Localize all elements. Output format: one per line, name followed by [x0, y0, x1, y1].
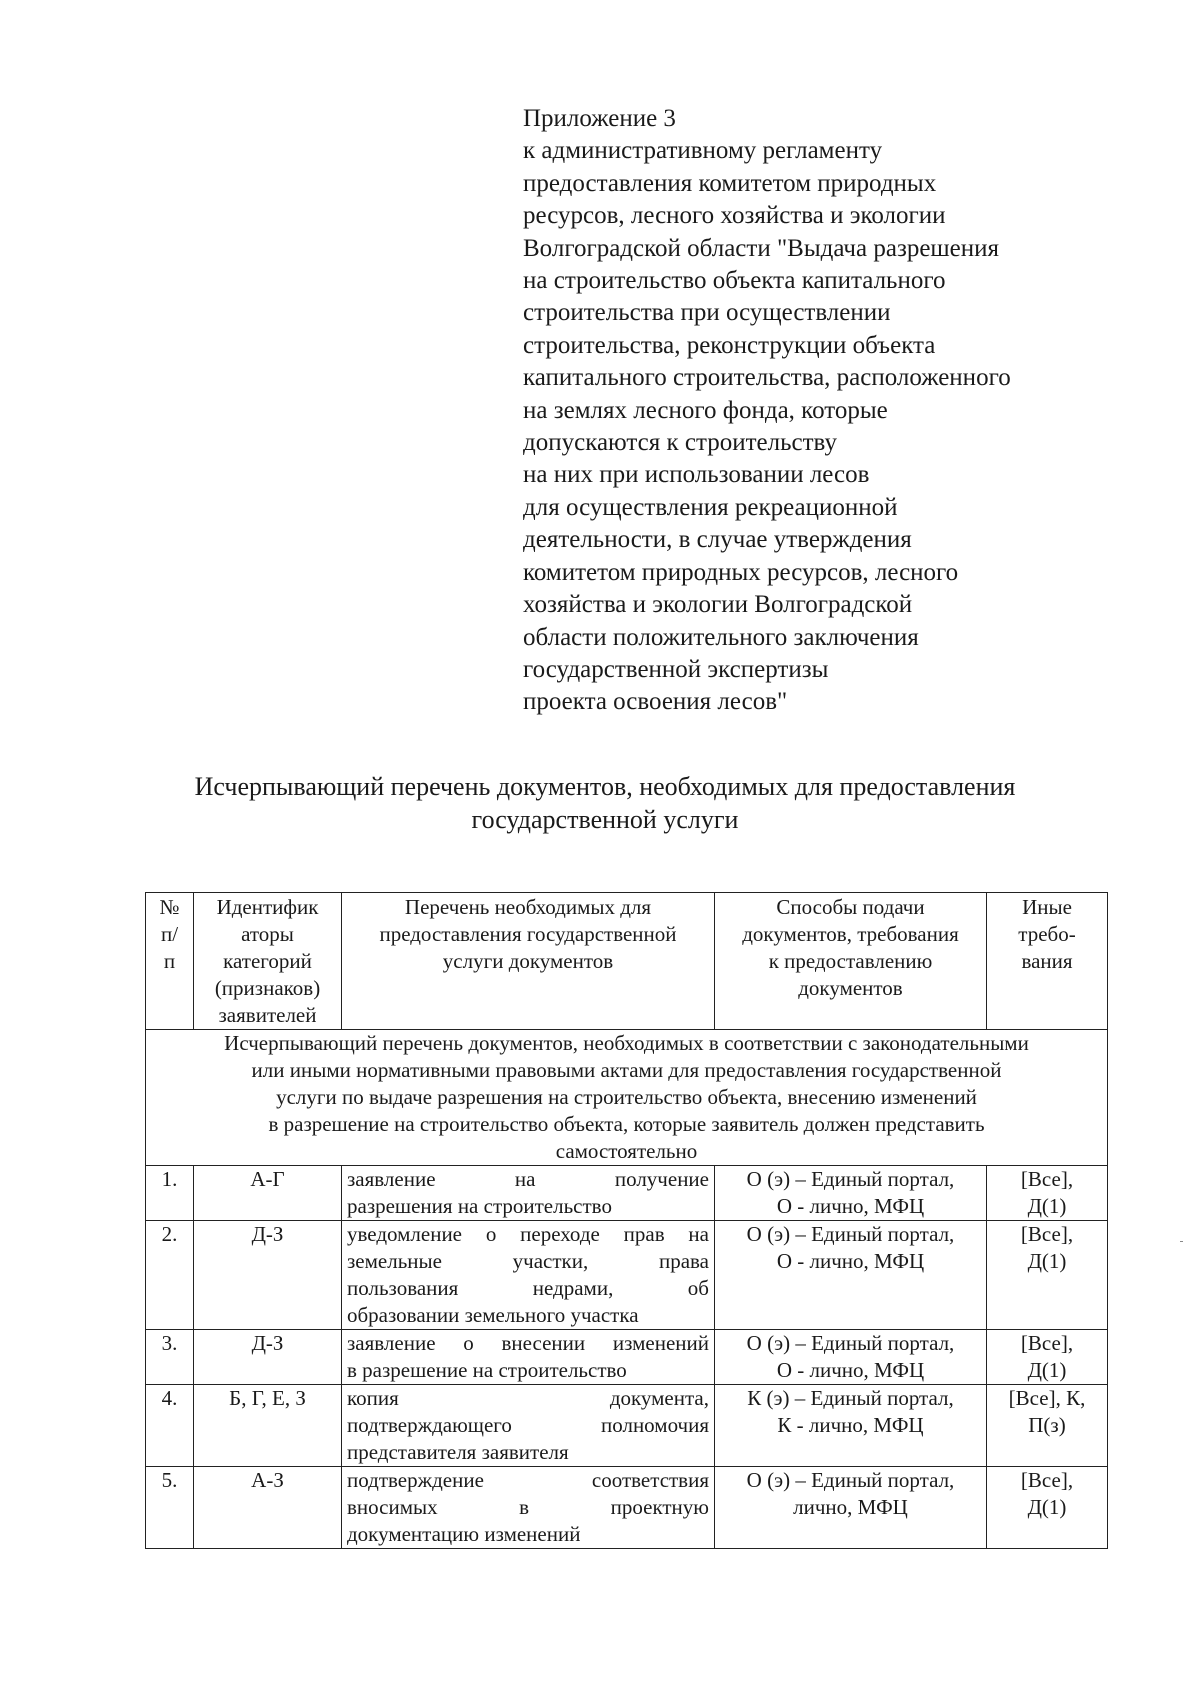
row-other-requirements-line: П(з) — [1028, 1413, 1066, 1437]
row-number: 3. — [146, 1330, 194, 1385]
header-other-requirements-line: Иные — [1022, 895, 1072, 919]
row-submission-method-line: О - лично, МФЦ — [776, 1358, 925, 1382]
row-document-line: разрешения на строительство — [347, 1194, 612, 1218]
row-number: 2. — [146, 1221, 194, 1330]
header-applicant-ids-line: (признаков) — [214, 976, 321, 1000]
row-document-line: в разрешение на строительство — [347, 1358, 627, 1382]
document-title-line-2: государственной услуги — [471, 805, 739, 834]
header-num-line: п — [163, 949, 176, 973]
row-document-line: уведомление о переходе прав на — [347, 1222, 709, 1246]
appendix-line: проекта освоения лесов" — [523, 688, 788, 716]
row-document — [342, 1166, 715, 1221]
row-applicant-ids: Д-З — [194, 1330, 342, 1385]
row-other-requirements — [987, 1166, 1108, 1221]
section-text-line: самостоятельно — [555, 1139, 698, 1163]
row-other-requirements-line: Д(1) — [1027, 1249, 1067, 1273]
row-other-requirements — [987, 1330, 1108, 1385]
scan-artifact — [1180, 1241, 1183, 1242]
table-row — [146, 1467, 1108, 1549]
appendix-header — [523, 103, 1011, 719]
header-other-requirements-line: вания — [1021, 949, 1073, 973]
appendix-line: на них при использовании лесов — [523, 461, 870, 489]
header-documents-line: предоставления государственной — [379, 922, 677, 946]
appendix-line: на строительство объекта капитального — [523, 267, 946, 295]
row-submission-method-line: О (э) – Единый портал, — [746, 1331, 955, 1355]
row-submission-method-line: К (э) – Единый портал, — [747, 1386, 954, 1410]
row-submission-method — [715, 1385, 987, 1467]
appendix-line: хозяйства и экологии Волгоградской — [523, 591, 913, 619]
row-other-requirements — [987, 1467, 1108, 1549]
header-documents-line: Перечень необходимых для — [404, 895, 652, 919]
row-submission-method-line: К - лично, МФЦ — [777, 1413, 924, 1437]
row-document-line: копия документа, — [347, 1386, 709, 1410]
appendix-line: предоставления комитетом природных — [523, 169, 937, 197]
section-text — [146, 1030, 1108, 1166]
row-number: 4. — [146, 1385, 194, 1467]
table-row — [146, 1166, 1108, 1221]
header-submission-methods-line: к предоставлению — [768, 949, 933, 973]
header-documents — [342, 893, 715, 1030]
header-num-line: п/ — [160, 922, 179, 946]
document-title — [100, 770, 1110, 836]
table-row — [146, 1385, 1108, 1467]
row-other-requirements-line: [Все], — [1020, 1468, 1074, 1492]
header-applicant-ids-line: заявителей — [218, 1003, 317, 1027]
row-other-requirements-line: [Все], — [1020, 1167, 1074, 1191]
header-submission-methods-line: документов, требования — [742, 922, 959, 946]
appendix-line: строительства, реконструкции объекта — [523, 331, 936, 359]
row-document — [342, 1221, 715, 1330]
row-document — [342, 1467, 715, 1549]
appendix-line: государственной экспертизы — [523, 655, 829, 683]
documents-table — [145, 892, 1108, 1549]
appendix-line: комитетом природных ресурсов, лесного — [523, 558, 959, 586]
appendix-line: деятельности, в случае утверждения — [523, 526, 912, 554]
table-row — [146, 1221, 1108, 1330]
section-text-line: в разрешение на строительство объекта, которые заявитель должен представить — [268, 1112, 985, 1136]
appendix-line: к административному регламенту — [523, 137, 883, 165]
row-other-requirements-line: [Все], — [1020, 1331, 1074, 1355]
row-document-line: представителя заявителя — [347, 1440, 569, 1464]
row-other-requirements-line: Д(1) — [1027, 1358, 1067, 1382]
row-document-line: документацию изменений — [347, 1522, 581, 1546]
row-document-line: заявление на получение — [347, 1167, 709, 1191]
row-applicant-ids: Д-З — [194, 1221, 342, 1330]
header-applicant-ids-line: категорий — [223, 949, 312, 973]
table-row — [146, 1330, 1108, 1385]
row-other-requirements — [987, 1221, 1108, 1330]
row-submission-method — [715, 1166, 987, 1221]
header-documents-line: услуги документов — [442, 949, 614, 973]
row-applicant-ids: Б, Г, Е, З — [194, 1385, 342, 1467]
document-title-line-1: Исчерпывающий перечень документов, необходимых для предоставления — [194, 772, 1016, 801]
row-other-requirements — [987, 1385, 1108, 1467]
header-num-line: № — [159, 895, 180, 919]
row-document-line: пользования недрами, об — [347, 1276, 709, 1300]
row-document-line: земельные участки, права — [347, 1249, 709, 1273]
row-submission-method-line: О (э) – Единый портал, — [746, 1222, 955, 1246]
section-text-line: услуги по выдаче разрешения на строительство объекта, внесению изменений — [276, 1085, 977, 1109]
row-number: 5. — [146, 1467, 194, 1549]
section-text-line: или иными нормативными правовыми актами для предоставления государственной — [251, 1058, 1002, 1082]
section-text-line: Исчерпывающий перечень документов, необходимых в соответствии с законодательными — [224, 1031, 1029, 1055]
header-submission-methods-line: Способы подачи — [776, 895, 925, 919]
row-submission-method-line: лично, МФЦ — [793, 1495, 908, 1519]
row-submission-method-line: О - лично, МФЦ — [776, 1194, 925, 1218]
appendix-line: ресурсов, лесного хозяйства и экологии — [523, 202, 946, 230]
header-other-requirements-line: требо- — [1018, 922, 1076, 946]
section-row — [146, 1030, 1108, 1166]
row-submission-method-line: О - лично, МФЦ — [776, 1249, 925, 1273]
appendix-line: допускаются к строительству — [523, 429, 837, 457]
header-submission-methods — [715, 893, 987, 1030]
row-submission-method-line: О (э) – Единый портал, — [746, 1468, 955, 1492]
header-other-requirements — [987, 893, 1108, 1030]
row-submission-method — [715, 1467, 987, 1549]
row-document-line: подтверждение соответствия — [347, 1468, 709, 1492]
row-other-requirements-line: [Все], К, — [1008, 1386, 1086, 1410]
row-submission-method — [715, 1221, 987, 1330]
row-applicant-ids: А-З — [194, 1467, 342, 1549]
row-document — [342, 1385, 715, 1467]
row-document-line: образовании земельного участка — [347, 1303, 639, 1327]
header-applicant-ids — [194, 893, 342, 1030]
row-document-line: заявление о внесении изменений — [347, 1331, 709, 1355]
row-other-requirements-line: [Все], — [1020, 1222, 1074, 1246]
row-number: 1. — [146, 1166, 194, 1221]
header-num — [146, 893, 194, 1030]
table-header-row — [146, 893, 1108, 1030]
appendix-line: строительства при осуществлении — [523, 299, 891, 327]
row-document-line: вносимых в проектную — [347, 1495, 709, 1519]
header-applicant-ids-line: аторы — [241, 922, 294, 946]
row-other-requirements-line: Д(1) — [1027, 1495, 1067, 1519]
appendix-line: Волгоградской области "Выдача разрешения — [523, 234, 1000, 262]
appendix-line: Приложение 3 — [523, 105, 676, 132]
appendix-line: области положительного заключения — [523, 623, 919, 651]
row-document — [342, 1330, 715, 1385]
row-submission-method — [715, 1330, 987, 1385]
appendix-line: на землях лесного фонда, которые — [523, 396, 888, 424]
header-submission-methods-line: документов — [798, 976, 903, 1000]
header-applicant-ids-line: Идентифик — [216, 895, 319, 919]
appendix-line: капитального строительства, расположенного — [523, 364, 1011, 392]
row-applicant-ids: А-Г — [194, 1166, 342, 1221]
row-submission-method-line: О (э) – Единый портал, — [746, 1167, 955, 1191]
row-document-line: подтверждающего полномочия — [347, 1413, 709, 1437]
row-other-requirements-line: Д(1) — [1027, 1194, 1067, 1218]
appendix-line: для осуществления рекреационной — [523, 493, 898, 521]
